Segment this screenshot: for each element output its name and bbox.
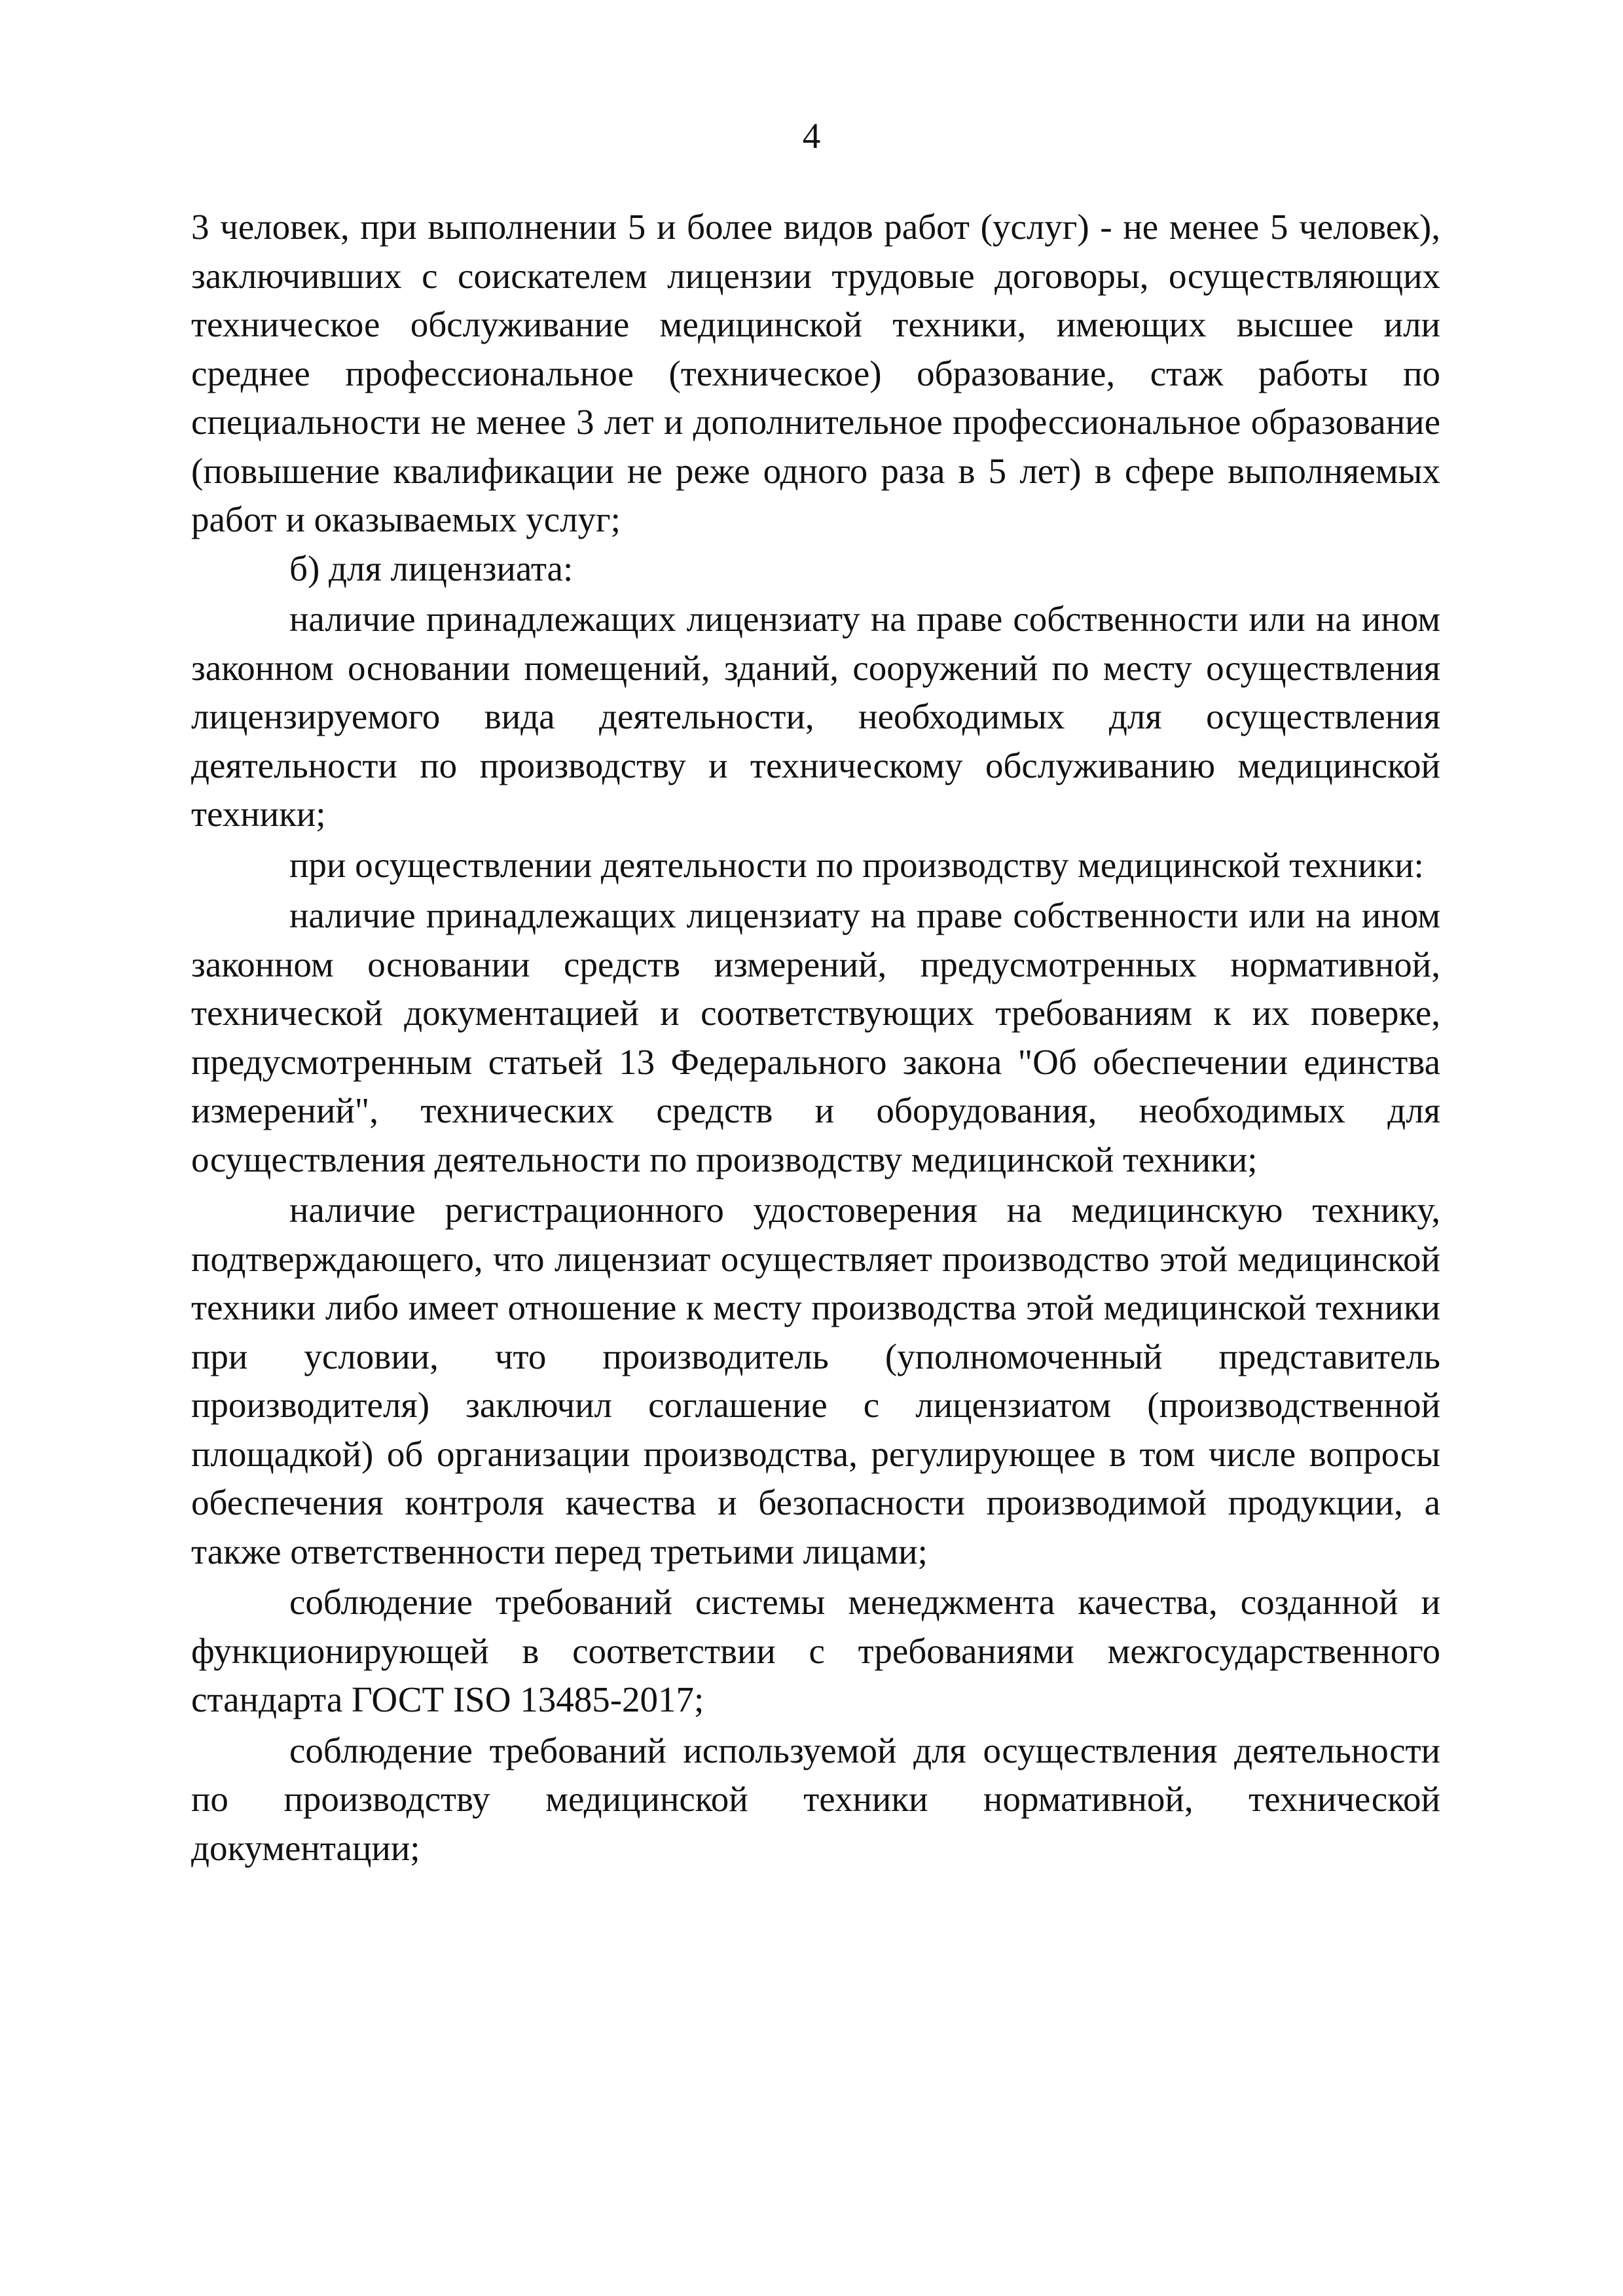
paragraph-staff-requirements: 3 человек, при выполнении 5 и более видов работ (услуг) - не менее 5 человек), заключивших с соискателем лицензии трудовые договоры, осуществляющих техническое обслуживание медицинской техники, имеющих высшее или среднее профессиональное (техническое) образование, стаж работы по специальности не менее 3 лет и дополнительное профессиональное образование (повышение квалификации не реже одного раза в 5 лет) в сфере выполняемых работ и оказываемых услуг;: [191, 207, 1440, 539]
paragraph-technical-documentation: соблюдение требований используемой для осуществления деятельности по производству медицинской техники нормативной, технической документации;: [191, 1730, 1440, 1868]
paragraph-production-heading: при осуществлении деятельности по производству медицинской техники:: [289, 844, 1424, 885]
paragraph-measuring-instruments: наличие принадлежащих лицензиату на праве собственности или на ином законном основании средств измерений, предусмотренных нормативной, технической документацией и соответствующих требованиям к их поверке, предусмотренным статьей 13 Федерального закона "Об обеспечении единства измерений", технических средств и оборудования, необходимых для осуществления деятельности по производству медицинской техники;: [191, 895, 1440, 1179]
paragraph-licensee-heading: б) для лицензиата:: [289, 548, 574, 588]
paragraph-premises: наличие принадлежащих лицензиату на праве собственности или на ином законном основании помещений, зданий, сооружений по месту осуществления лицензируемого вида деятельности, необходимых для осуществления деятельности по производству и техническому обслуживанию медицинской техники;: [191, 599, 1440, 834]
paragraph-quality-management: соблюдение требований системы менеджмента качества, созданной и функционирующей в соответствии с требованиями межгосударственного стандарта ГОСТ ISO 13485-2017;: [191, 1582, 1440, 1719]
paragraph-registration-certificate: наличие регистрационного удостоверения на медицинскую технику, подтверждающего, что лицензиат осуществляет производство этой медицинской техники либо имеет отношение к месту производства этой медицинской техники при условии, что производитель (уполномоченный представитель производителя) заключил соглашение с лицензиатом (производственной площадкой) об организации производства, регулирующее в том числе вопросы обеспечения контроля качества и безопасности производимой продукции, а также ответственности перед третьими лицами;: [191, 1190, 1440, 1571]
page-number: 4: [802, 116, 821, 156]
document-body: [191, 203, 1440, 1873]
